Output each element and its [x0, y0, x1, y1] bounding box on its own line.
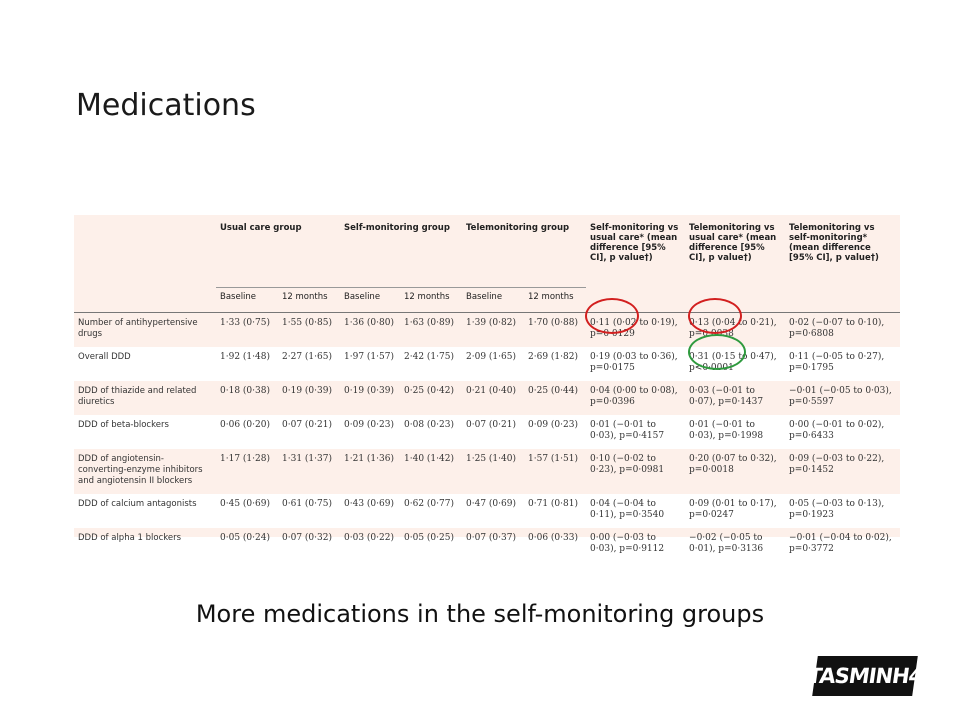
- table-cell: 1·70 (0·88): [528, 318, 578, 328]
- header-comparison-2: Telemonitoring vs usual care* (mean difference [95% CI], p value†): [685, 215, 785, 313]
- table-cell: 0·07 (0·21): [278, 415, 340, 449]
- row-label: DDD of calcium antagonists: [74, 494, 216, 528]
- green-highlight-circle: [688, 334, 746, 370]
- table-row: [74, 528, 900, 562]
- table-cell: 2·42 (1·75): [400, 347, 462, 381]
- medications-table: [74, 215, 900, 562]
- table-cell: 0·71 (0·81): [524, 494, 586, 528]
- comparison-cell: 0·09 (−0·03 to 0·22), p=0·1452: [789, 454, 885, 475]
- header-self-monitoring: Self-monitoring group: [340, 215, 462, 288]
- table-cell: 0·61 (0·75): [278, 494, 340, 528]
- subheader-12-months: 12 months: [278, 288, 340, 313]
- comparison-cell: 0·04 (−0·04 to 0·11), p=0·3540: [586, 494, 685, 528]
- table-cell: 0·45 (0·69): [216, 494, 278, 528]
- table-cell: 1·92 (1·48): [216, 347, 278, 381]
- table-cell: 2·27 (1·65): [278, 347, 340, 381]
- table-cell: 2·69 (1·82): [524, 347, 586, 381]
- comparison-cell: 0·01 (−0·01 to 0·03), p=0·1998: [685, 415, 785, 449]
- comparison-cell: 0·11 (−0·05 to 0·27), p=0·1795: [785, 347, 900, 381]
- slide-title: Medications: [76, 88, 256, 123]
- table-row: [74, 313, 900, 348]
- row-label: DDD of beta-blockers: [74, 415, 216, 449]
- comparison-cell: 0·03 (−0·01 to 0·07), p=0·1437: [689, 386, 764, 407]
- table-cell: 0·09 (0·23): [340, 415, 400, 449]
- table-cell: 1·63 (0·89): [404, 318, 454, 328]
- slide-subtitle: More medications in the self-monitoring groups: [195, 600, 765, 628]
- table-cell: 1·55 (0·85): [282, 318, 332, 328]
- table-cell: 0·06 (0·33): [528, 533, 578, 543]
- table-cell: 1·17 (1·28): [220, 454, 270, 464]
- table-cell: 1·21 (1·36): [344, 454, 394, 464]
- table-cell: 0·03 (0·22): [344, 533, 394, 543]
- comparison-cell: 0·02 (−0·07 to 0·10), p=0·6808: [789, 318, 885, 339]
- table-cell: 0·25 (0·42): [404, 386, 454, 396]
- row-label: Number of antihypertensive drugs: [78, 318, 198, 339]
- medications-table-image: [74, 215, 900, 554]
- table-cell: 0·47 (0·69): [462, 494, 524, 528]
- subheader-baseline: Baseline: [216, 288, 278, 313]
- comparison-cell: 0·00 (−0·03 to 0·03), p=0·9112: [590, 533, 665, 554]
- table-row: [74, 415, 900, 449]
- comparison-cell: 0·09 (0·01 to 0·17), p=0·0247: [685, 494, 785, 528]
- header-comparison-1: Self-monitoring vs usual care* (mean difference [95% CI], p value†): [586, 215, 685, 313]
- row-label: Overall DDD: [74, 347, 216, 381]
- table-cell: 1·33 (0·75): [220, 318, 270, 328]
- table-cell: 1·57 (1·51): [528, 454, 578, 464]
- table-cell: 0·05 (0·24): [220, 533, 270, 543]
- table-cell: 1·36 (0·80): [344, 318, 394, 328]
- empty-subheader: [74, 288, 216, 313]
- table-cell: 0·08 (0·23): [400, 415, 462, 449]
- table-cell: 0·07 (0·37): [466, 533, 516, 543]
- comparison-cell: 0·13 (0·04 to 0·21), p=0·0038: [689, 318, 777, 339]
- red-highlight-circle: [585, 298, 639, 334]
- table-cell: 0·06 (0·20): [216, 415, 278, 449]
- header-usual-care: Usual care group: [216, 215, 340, 288]
- table-cell: 1·39 (0·82): [466, 318, 516, 328]
- comparison-cell: −0·01 (−0·05 to 0·03), p=0·5597: [789, 386, 892, 407]
- subheader-12-months: 12 months: [400, 288, 462, 313]
- row-label: DDD of angiotensin-converting-enzyme inhibitors and angiotensin II blockers: [78, 454, 203, 486]
- table-cell: 0·18 (0·38): [220, 386, 270, 396]
- comparison-cell: −0·02 (−0·05 to 0·01), p=0·3136: [689, 533, 764, 554]
- comparison-cell: −0·01 (−0·04 to 0·02), p=0·3772: [789, 533, 892, 554]
- table-cell: 0·25 (0·44): [528, 386, 578, 396]
- header-telemonitoring: Telemonitoring group: [462, 215, 586, 288]
- table-cell: 2·09 (1·65): [462, 347, 524, 381]
- table-cell: 0·07 (0·21): [462, 415, 524, 449]
- table-cell: 0·43 (0·69): [340, 494, 400, 528]
- row-label: DDD of thiazide and related diuretics: [78, 386, 197, 407]
- logo-text: TASMINH4: [806, 664, 924, 688]
- comparison-cell: 0·01 (−0·01 to 0·03), p=0·4157: [586, 415, 685, 449]
- table-cell: 1·40 (1·42): [404, 454, 454, 464]
- comparison-cell: 0·31 (0·15 to 0·47), p<0·0001: [685, 347, 785, 381]
- table-cell: 0·09 (0·23): [524, 415, 586, 449]
- comparison-cell: 0·10 (−0·02 to 0·23), p=0·0981: [590, 454, 665, 475]
- table-cell: 0·07 (0·32): [282, 533, 332, 543]
- subheader-baseline: Baseline: [340, 288, 400, 313]
- header-comparison-3: Telemonitoring vs self-monitoring* (mean difference [95% CI], p value†): [785, 215, 900, 313]
- table-cell: 0·05 (0·25): [404, 533, 454, 543]
- subheader-12-months: 12 months: [524, 288, 586, 313]
- table-row: [74, 494, 900, 528]
- comparison-cell: 0·05 (−0·03 to 0·13), p=0·1923: [785, 494, 900, 528]
- subheader-baseline: Baseline: [462, 288, 524, 313]
- empty-header: [74, 215, 216, 288]
- table-cell: 0·19 (0·39): [344, 386, 394, 396]
- comparison-cell: 0·19 (0·03 to 0·36), p=0·0175: [586, 347, 685, 381]
- table-cell: 0·19 (0·39): [282, 386, 332, 396]
- comparison-cell: 0·20 (0·07 to 0·32), p=0·0018: [689, 454, 777, 475]
- table-cell: 0·62 (0·77): [400, 494, 462, 528]
- comparison-cell: 0·00 (−0·01 to 0·02), p=0·6433: [785, 415, 900, 449]
- comparison-cell: 0·04 (0·00 to 0·08), p=0·0396: [590, 386, 678, 407]
- comparison-cell: 0·11 (0·02 to 0·19), p=0·0129: [590, 318, 678, 339]
- table-cell: 0·21 (0·40): [466, 386, 516, 396]
- table-row: [74, 381, 900, 415]
- table-cell: 1·31 (1·37): [282, 454, 332, 464]
- row-label: DDD of alpha 1 blockers: [78, 533, 182, 543]
- table-cell: 1·97 (1·57): [340, 347, 400, 381]
- red-highlight-circle: [688, 298, 742, 334]
- tasminh4-logo: [806, 656, 924, 696]
- table-row: [74, 449, 900, 494]
- table-cell: 1·25 (1·40): [466, 454, 516, 464]
- table-row: [74, 347, 900, 381]
